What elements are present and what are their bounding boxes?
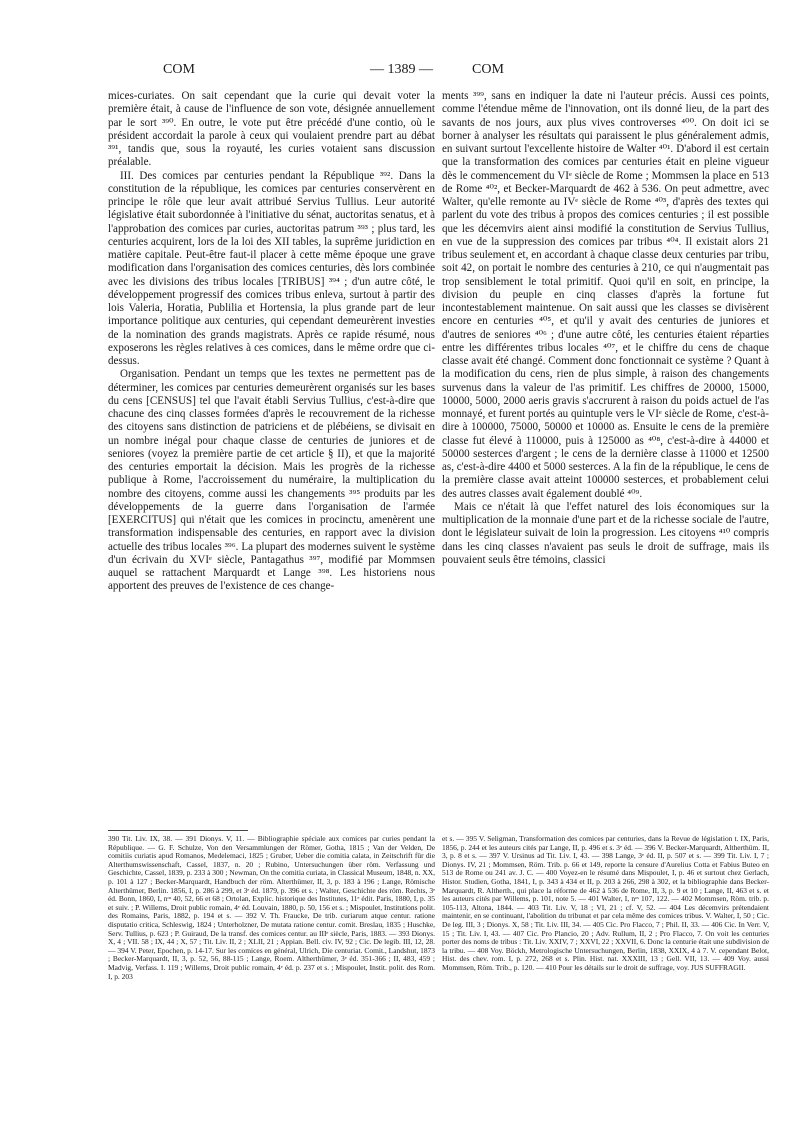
running-head-left: COM	[163, 62, 195, 77]
paragraph: III. Des comices par centuries pendant la République ³⁹². Dans la constitution de la république, les comices par centuries conservèrent en principe le rôle que leur avait attribué Servius Tullius. Leur autorité législative était subordonnée à l'initiative du sénat, auctoritas senatus, et à l'approbation des comices par curies, auctoritas patrum ³⁹³ ; plus tard, les centuries acquirent, lors de la loi des XII tables, la suprême juridiction en matière capitale. Peut-être faut-il placer à cette même époque une grave modification dans l'organisation des comices centuries, dès lors combinée avec les divisions des tribus locales [TRIBUS] ³⁹⁴ ; d'un autre côté, le développement progressif des comices tribus enleva, surtout à partir des lois Valeria, Horatia, Publilia et Hortensia, la plus grande part de leur importance politique aux centuries, qui cependant demeurèrent investies de la nomination des grands magistrats. Après ce rapide résumé, nous exposerons les règles relatives à ces comices, dans le même ordre que ci-dessus.	[108, 169, 435, 367]
paragraph: Organisation. Pendant un temps que les textes ne permettent pas de déterminer, les comices par centuries demeurèrent organisés sur les bases du cens [CENSUS] tel que l'avait établi Servius Tullius, c'est-à-dire que chacune des cinq classes formées d'après le recouvrement de la richesse des citoyens sans distinction de patriciens et de plébéiens, se divisait en un nombre inégal pour chaque classe de centuries de juniores et de seniores (voyez la première partie de cet article § II), et que la majorité des centuries emportait la décision. Mais les progrès de la richesse publique à Rome, l'accroissement du numéraire, la multiplication du nombre des citoyens, comme aussi les changements ³⁹⁵ produits par les développements de la guerre dans l'organisation de l'armée [EXERCITUS] qui n'était que les comices in procinctu, amenèrent une transformation indispensable des centuries, en rapport avec la division actuelle des tribus locales ³⁹⁶. La plupart des modernes suivent le système d'un écrivain du XVIᵉ siècle, Pantagathus ³⁹⁷, modifié par Mommsen auquel se rattachent Marquardt et Lange ³⁹⁸. Les historiens nous apportent des preuves de l'existence de ces change-	[108, 368, 435, 593]
left-column	[108, 90, 435, 981]
page-header	[0, 62, 800, 82]
paragraph: Mais ce n'était là que l'effet naturel des lois économiques sur la multiplication de la monnaie d'une part et de la richesse sociale de l'autre, dont le législateur suivait de loin la progression. Les citoyens ⁴¹⁰ compris dans les cinq classes n'avaient pas seuls le droit de suffrage, mais ils pouvaient seuls être témoins, classici	[442, 500, 769, 566]
footnote-block: 390 Tit. Liv. IX, 38. — 391 Dionys. V, 11. — Bibliographie spéciale aux comices par curies pendant la République. — G. F. Schulze, Von den Versammlungen der Römer, Gotha, 1815 ; Van der Velden, De comitiis curiatis apud Romanos, Medelemaci, 1825 ; Gruber, Ueber die comitia calata, in Zeitschrift für die Alterthumswissenschaft, Cassel, 1837, n. 20 ; Rubino, Untersuchungen über röm. Verfassung und Geschichte, Cassel, 1839, p. 233 à 300 ; Newman, On the comitia curiata, in Classical Museum, 1848, n. XX, p. 101 à 127 ; Becker-Marquardt, Handbuch der röm. Alterthümer, II, 3, p. 183 à 196 ; Lange, Römische Alterthümer, Berlin. 1856, I, p. 286 à 299, et 3ᵉ éd. 1879, p. 396 et s. ; Walter, Geschichte des röm. Rechts, 3ᵉ éd. Bonn, 1860, I, nᵒˢ 40, 52, 66 et 68 ; Ortolan, Explic. historique des Institutes, 11ᵉ édit. Paris, 1880, I, p. 35 et suiv. ; P. Willems, Droit public romain, 4ᵉ éd. Louvain, 1880, p. 50, 156 et s. ; Mispoulet, Institutions polit. des Romains, Paris, 1882, p. 194 et s. — 392 V. Th. Fraucke, De trib. curiarum atque centur. ratione disputatio critica, Schleswig, 1824 ; Unterholzner, De mutata ratione centur. comit. Breslau, 1835 ; Huschke, Serv. Tullius, p. 623 ; P. Guiraud, De la transf. des comices centur. au IIIᵉ siècle, Paris, 1883. — 393 Dionys. X, 4 ; VII. 58 ; IX, 44 ; X, 57 ; Tit. Liv. II, 2 ; XLII, 21 ; Appian. Bell. civ. IV, 92 ; Cic. De legib. III, 12, 28. — 394 V. Peter, Epochen, p. 14-17. Sur les comices en général, Ulrich, Die centuriat. Comit., Landshut, 1873 ; Becker-Marquardt, II, 3, p. 52, 56, 88-115 ; Lange, Roem. Altherthümer, 3ᵉ éd. 351-366 ; II, 483, 459 ; Madvig, Verfass. I. 119 ; Willems, Droit public romain, 4ᵉ éd. p. 237 et s. ; Mispoulet, Instit. polit. des Rom. I, p. 203	[108, 834, 435, 981]
running-head-right: COM	[472, 62, 504, 77]
left-body	[108, 90, 435, 826]
paragraph: mices-curiates. On sait cependant que la curie qui devait voter la première était, à cause de l'influence de son vote, désignée annuellement par le sort ³⁹⁰. En outre, le vote put être précédé d'une contio, où le président accordait la parole à ceux qui voulaient prendre part au débat ³⁹¹, tandis que, sous la royauté, les curies votaient sans discussion préalable.	[108, 90, 435, 169]
page-number: — 1389 —	[370, 62, 433, 77]
right-body	[442, 90, 769, 826]
paragraph: ments ³⁹⁹, sans en indiquer la date ni l'auteur précis. Aussi ces points, comme l'étendue même de l'innovation, ont ils donné lieu, de la part des savants de nos jours, aux plus vives controverses ⁴⁰⁰. On doit ici se borner à analyser les résultats qui paraissent le plus généralement admis, en suivant surtout l'excellente histoire de Walter ⁴⁰¹. D'abord il est certain que la transformation des comices par centuries était en pleine vigueur dès le commencement du VIᵉ siècle de Rome ; Mommsen la place en 513 de Rome ⁴⁰², et Becker-Marquardt de 462 à 536. On peut admettre, avec Walter, qu'elle remonte au IVᵉ siècle de Rome ⁴⁰³, d'après des textes qui parlent du vote des tribus à propos des comices centuries ; il est possible que les décemvirs aient ainsi modifié la constitution de Servius Tullius, en vue de la suppression des comices par tribus ⁴⁰⁴. Il existait alors 21 tribus seulement et, en accordant à chaque classe deux centuries par tribu, soit 42, on portait le nombre des centuries à 210, ce qui n'augmentait pas trop sensiblement le total primitif. Quoi qu'il en soit, en principe, la division du peuple en cinq classes d'après la fortune fut incontestablement maintenue. On sait aussi que les classes se divisèrent encore en centuries ⁴⁰⁵, et qu'il y avait des centuries de juniores et d'autres de seniores ⁴⁰⁶ ; d'une autre côté, les centuries étaient réparties entre les différentes tribus locales ⁴⁰⁷, et le chiffre du cens de chaque classe avait été changé. Comment donc fonctionnait ce système ? Quant à la modification du cens, rien de plus simple, à raison des changements survenus dans la valeur de l'as primitif. Les chiffres de 20000, 15000, 10000, 5000, 2000 aeris gravis s'accrurent à raison du poids actuel de l'as monnayé, et furent portés au quintuple vers le VIᵉ siècle de Rome, c'est-à-dire à 100000, 75000, 50000 et 10000 as. Ensuite le cens de la première classe fut élevé à 110000, puis à 125000 as ⁴⁰⁸, c'est-à-dire à 44000 et 50000 sesterces d'argent ; le cens de la dernière classe à 11000 et 12500 as, c'est-à-dire 4400 et 5000 sesterces. A la fin de la république, le cens de la première classe avait atteint 100000 sesterces, et probablement celui des autres classes avait également doublé ⁴⁰⁹.	[442, 90, 769, 500]
right-column	[442, 90, 769, 973]
footnote-block: et s. — 395 V. Seligman, Transformation des comices par centuries, dans la Revue de législation t. IX, Paris, 1856, p. 244 et les auteurs cités par Lange, II, p. 496 et s. 3ᵉ éd. — 396 V. Becker-Marquardt, Altherthüm. II, 3, p. 8 et s. — 397 V. Ursinus ad Tit. Liv. I, 43. — 398 Lange, 3ᵉ éd. II, p. 507 et s. — 399 Tit. Liv. I, 7 ; Dionys. IV, 21 ; Mommsen, Röm. Trib. p. 66 et 149, reporte la censure d'Aurelius Cotta et Fabius Buteo en 513 de Rome ou 241 av. J. C. — 400 Voyez-en le résumé dans Mispoulet, I, p. 46 et surtout chez Gerlach, Histor. Studien, Gotha, 1841, I, p. 343 à 434 et II, p. 203 à 266, 298 à 302, et la bibliographie dans Becker-Marquardt, R. Altherth., qui place la réforme de 462 à 536 de Rome, II, 3, p. 9 et 10 ; Lange, II, 463 et s. et les auteurs cités par Willems, p. 101, note 5. — 401 Walter, I, nᵒˢ 107, 122. — 402 Mommsen, Röm. trib. p. 105-113, Altona, 1844. — 403 Tit. Liv. V, 18 ; VI, 21 ; cf. V, 52. — 404 Les décemvirs prétendaient maintenir, en se continuant, l'abolition du tribunat et par cela même des comices tribus. V. Walter, I, 50 ; Cic. De leg. III, 3 ; Dionys. X, 58 ; Tit. Liv. III, 34. — 405 Cic. Pro Flacco, 7 ; Phil. II, 33. — 406 Cic. In Verr. V, 15 ; Tit. Liv. I, 43. — 407 Cic. Pro Plancio, 20 ; Adv. Rullum, II, 2 ; Pro Flacco, 7. On voit les centuries porter des noms de tribus : Tit. Liv. XXIV, 7 ; XXVI, 22 ; XXVII, 6. Donc la centurie était une subdivision de la tribu. — 408 Voy. Böckh, Metrologische Untersuchungen, Berlin, 1838, XXIX, 4 à 7. V. cependant Belot, Hist. des chev. rom. I, p. 272, 268 et s. Plin. Hist. nat. XXXIII, 13 ; Gell. VII, 13. — 409 Voy. aussi Mommsen, Röm. Trib., p. 120. — 410 Pour les détails sur le droit de suffrage, voy. JUS SUFFRAGII.	[442, 834, 769, 972]
left-footnotes	[108, 835, 435, 981]
right-footnotes	[442, 835, 769, 973]
footnote-rule	[108, 830, 248, 831]
